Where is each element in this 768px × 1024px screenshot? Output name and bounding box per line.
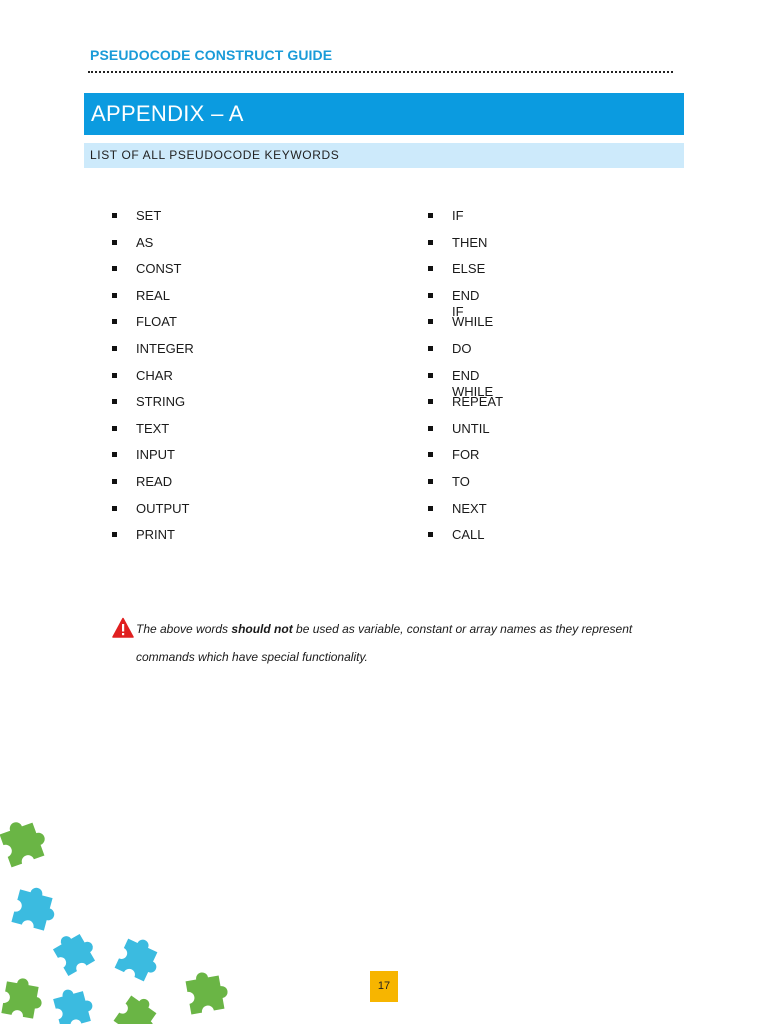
note-line-2: commands which have special functionality. (136, 650, 368, 664)
puzzle-pieces-decoration (0, 805, 250, 1024)
bullet-icon (112, 319, 117, 324)
page-title: APPENDIX – A (91, 101, 244, 126)
bullet-icon (428, 319, 433, 324)
bullet-icon (428, 479, 433, 484)
keyword-text: TO (452, 473, 470, 489)
bullet-icon (112, 426, 117, 431)
bullet-icon (428, 532, 433, 537)
keyword-text: INTEGER (136, 340, 194, 356)
note-text: The above words (136, 622, 232, 636)
keyword-text: AS (136, 234, 154, 250)
warning-icon (112, 617, 134, 639)
bullet-icon (112, 213, 117, 218)
keyword-text: END WHILE (452, 367, 494, 399)
bullet-icon (428, 240, 433, 245)
puzzle-piece-icon (52, 984, 96, 1024)
keyword-text: CONST (136, 261, 182, 277)
header-dotted-rule (88, 71, 673, 73)
keyword-text: TEXT (136, 420, 170, 436)
subtitle-bar (84, 143, 684, 168)
puzzle-piece-icon (184, 969, 230, 1015)
bullet-icon (428, 399, 433, 404)
keyword-text: INPUT (136, 447, 175, 463)
section-subtitle: LIST OF ALL PSEUDOCODE KEYWORDS (90, 148, 340, 162)
bullet-icon (428, 346, 433, 351)
page-number-badge: 17 (370, 971, 398, 1002)
keyword-text: STRING (136, 394, 186, 410)
puzzle-piece-icon (114, 991, 165, 1024)
puzzle-piece-icon (1, 976, 45, 1020)
keyword-text: ELSE (452, 261, 486, 277)
bullet-icon (112, 399, 117, 404)
puzzle-piece-icon (0, 815, 50, 868)
keyword-text: DO (452, 340, 472, 356)
puzzle-piece-icon (11, 884, 59, 932)
note-text: be used as variable, constant or array names as they represent (292, 622, 633, 636)
keyword-text: CALL (452, 527, 485, 543)
bullet-icon (428, 373, 433, 378)
bullet-icon (112, 506, 117, 511)
keyword-text: REPEAT (452, 394, 504, 410)
bullet-icon (112, 452, 117, 457)
note-line-1 (136, 622, 632, 636)
keyword-text: FLOAT (136, 314, 177, 330)
keyword-text: SET (136, 208, 162, 223)
keyword-text: PRINT (136, 527, 175, 543)
puzzle-piece-icon (50, 926, 100, 976)
bullet-icon (428, 506, 433, 511)
keyword-text: WHILE (452, 314, 494, 330)
running-header: PSEUDOCODE CONSTRUCT GUIDE (90, 47, 333, 63)
bullet-icon (428, 293, 433, 298)
keyword-text: FOR (452, 447, 480, 463)
keyword-text: UNTIL (452, 420, 490, 436)
keyword-text: REAL (136, 287, 170, 303)
keyword-text: OUTPUT (136, 500, 190, 516)
bullet-icon (428, 213, 433, 218)
keyword-text: READ (136, 473, 173, 489)
bullet-icon (112, 293, 117, 298)
note-emphasis: should not (231, 622, 293, 636)
keyword-text: NEXT (452, 500, 487, 516)
bullet-icon (112, 240, 117, 245)
puzzle-piece-icon (115, 933, 165, 983)
bullet-icon (428, 266, 433, 271)
bullet-icon (112, 373, 117, 378)
bullet-icon (112, 479, 117, 484)
bullet-icon (112, 532, 117, 537)
bullet-icon (428, 426, 433, 431)
bullet-icon (428, 452, 433, 457)
title-bar (84, 93, 684, 135)
keyword-text: END IF (452, 287, 480, 319)
keyword-text: THEN (452, 234, 488, 250)
keyword-text: IF (452, 208, 464, 223)
bullet-icon (112, 346, 117, 351)
keyword-text: CHAR (136, 367, 173, 383)
bullet-icon (112, 266, 117, 271)
